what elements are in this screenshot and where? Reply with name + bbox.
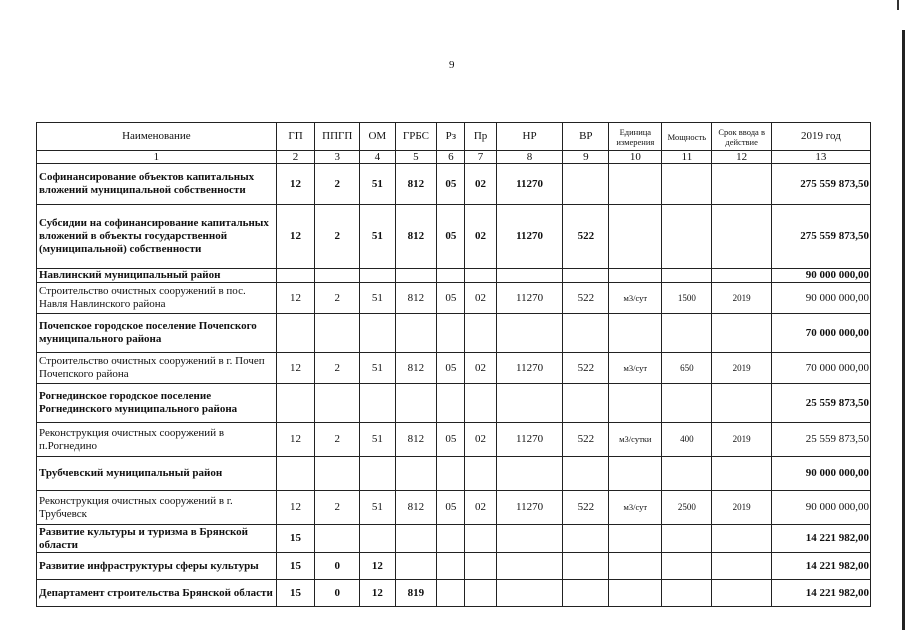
- grbs-cell: [395, 314, 437, 353]
- term-cell: 2019: [712, 353, 771, 384]
- nr-cell: 11270: [496, 205, 563, 269]
- power-cell: [662, 205, 712, 269]
- nr-cell: 11270: [496, 423, 563, 457]
- unit-cell: [609, 525, 662, 553]
- page-number: 9: [449, 59, 455, 71]
- row-name: Реконструкция очистных сооружений в п.Рогнедино: [37, 423, 277, 457]
- unit-cell: [609, 269, 662, 283]
- vr-cell: [563, 269, 609, 283]
- om-cell: 12: [360, 553, 395, 580]
- power-cell: 1500: [662, 283, 712, 314]
- power-cell: [662, 269, 712, 283]
- amount-cell: 25 559 873,50: [771, 384, 870, 423]
- gp-cell: 12: [276, 353, 315, 384]
- pr-cell: [465, 314, 496, 353]
- gp-cell: 15: [276, 525, 315, 553]
- om-cell: 51: [360, 353, 395, 384]
- header-nr: НР: [496, 123, 563, 151]
- om-cell: 51: [360, 283, 395, 314]
- unit-cell: [609, 205, 662, 269]
- amount-cell: 14 221 982,00: [771, 580, 870, 607]
- header-name: Наименование: [37, 123, 277, 151]
- header-grbs: ГРБС: [395, 123, 437, 151]
- amount-cell: 14 221 982,00: [771, 525, 870, 553]
- vr-cell: [563, 164, 609, 205]
- table-row: [37, 164, 871, 205]
- om-cell: [360, 314, 395, 353]
- vr-cell: [563, 525, 609, 553]
- vr-cell: [563, 384, 609, 423]
- amount-cell: 90 000 000,00: [771, 283, 870, 314]
- rz-cell: [437, 553, 465, 580]
- grbs-cell: 812: [395, 353, 437, 384]
- rz-cell: 05: [437, 353, 465, 384]
- amount-cell: 275 559 873,50: [771, 164, 870, 205]
- header-om: ОМ: [360, 123, 395, 151]
- row-name: Субсидии на софинансирование капитальных вложений в объекты государственной (муниципальной) собственности: [37, 205, 277, 269]
- term-cell: [712, 525, 771, 553]
- table-row: [37, 553, 871, 580]
- column-number: 6: [437, 151, 465, 164]
- vr-cell: [563, 457, 609, 491]
- ppgp-cell: [315, 384, 360, 423]
- ppgp-cell: 2: [315, 491, 360, 525]
- gp-cell: [276, 269, 315, 283]
- header-unit: Единица измерения: [609, 123, 662, 151]
- rz-cell: 05: [437, 164, 465, 205]
- power-cell: [662, 553, 712, 580]
- power-cell: 2500: [662, 491, 712, 525]
- gp-cell: 12: [276, 423, 315, 457]
- header-year: 2019 год: [771, 123, 870, 151]
- term-cell: [712, 457, 771, 491]
- grbs-cell: [395, 384, 437, 423]
- column-number-row: [37, 151, 871, 164]
- column-number: 13: [771, 151, 870, 164]
- unit-cell: [609, 164, 662, 205]
- amount-cell: 70 000 000,00: [771, 353, 870, 384]
- header-ppgp: ППГП: [315, 123, 360, 151]
- ppgp-cell: 2: [315, 164, 360, 205]
- header-pr: Пр: [465, 123, 496, 151]
- nr-cell: [496, 553, 563, 580]
- power-cell: [662, 164, 712, 205]
- term-cell: 2019: [712, 423, 771, 457]
- nr-cell: [496, 314, 563, 353]
- om-cell: 51: [360, 205, 395, 269]
- row-name: Строительство очистных сооружений в г. Почеп Почепского района: [37, 353, 277, 384]
- grbs-cell: 812: [395, 164, 437, 205]
- unit-cell: [609, 384, 662, 423]
- rz-cell: 05: [437, 283, 465, 314]
- unit-cell: [609, 314, 662, 353]
- nr-cell: [496, 457, 563, 491]
- ppgp-cell: 2: [315, 423, 360, 457]
- nr-cell: 11270: [496, 283, 563, 314]
- term-cell: 2019: [712, 283, 771, 314]
- om-cell: 12: [360, 580, 395, 607]
- pr-cell: [465, 457, 496, 491]
- column-number: 3: [315, 151, 360, 164]
- term-cell: [712, 314, 771, 353]
- amount-cell: 25 559 873,50: [771, 423, 870, 457]
- table-row: [37, 353, 871, 384]
- ppgp-cell: 2: [315, 205, 360, 269]
- rz-cell: [437, 457, 465, 491]
- edge-mark: [897, 0, 899, 10]
- power-cell: [662, 525, 712, 553]
- budget-table: [36, 122, 871, 607]
- gp-cell: 12: [276, 164, 315, 205]
- ppgp-cell: [315, 314, 360, 353]
- gp-cell: 12: [276, 205, 315, 269]
- column-number: 10: [609, 151, 662, 164]
- row-name: Рогнединское городское поселение Рогнединского муниципального района: [37, 384, 277, 423]
- header-term: Срок ввода в действие: [712, 123, 771, 151]
- om-cell: 51: [360, 491, 395, 525]
- header-power: Мощность: [662, 123, 712, 151]
- grbs-cell: 812: [395, 491, 437, 525]
- table-row: [37, 525, 871, 553]
- grbs-cell: [395, 269, 437, 283]
- grbs-cell: [395, 457, 437, 491]
- unit-cell: [609, 580, 662, 607]
- ppgp-cell: 0: [315, 553, 360, 580]
- power-cell: 650: [662, 353, 712, 384]
- vr-cell: [563, 314, 609, 353]
- power-cell: [662, 580, 712, 607]
- column-number: 1: [37, 151, 277, 164]
- unit-cell: [609, 457, 662, 491]
- row-name: Реконструкция очистных сооружений в г. Трубчевск: [37, 491, 277, 525]
- row-name: Почепское городское поселение Почепского муниципального района: [37, 314, 277, 353]
- row-name: Развитие инфраструктуры сферы культуры: [37, 553, 277, 580]
- column-number: 12: [712, 151, 771, 164]
- term-cell: [712, 269, 771, 283]
- amount-cell: 14 221 982,00: [771, 553, 870, 580]
- rz-cell: 05: [437, 205, 465, 269]
- grbs-cell: [395, 553, 437, 580]
- amount-cell: 90 000 000,00: [771, 269, 870, 283]
- amount-cell: 90 000 000,00: [771, 457, 870, 491]
- row-name: Софинансирование объектов капитальных вложений муниципальной собственности: [37, 164, 277, 205]
- term-cell: [712, 164, 771, 205]
- pr-cell: [465, 269, 496, 283]
- row-name: Строительство очистных сооружений в пос. Навля Навлинского района: [37, 283, 277, 314]
- gp-cell: [276, 457, 315, 491]
- amount-cell: 70 000 000,00: [771, 314, 870, 353]
- rz-cell: [437, 580, 465, 607]
- om-cell: [360, 384, 395, 423]
- grbs-cell: 812: [395, 423, 437, 457]
- pr-cell: [465, 525, 496, 553]
- table-row: [37, 384, 871, 423]
- table-row: [37, 491, 871, 525]
- vr-cell: [563, 553, 609, 580]
- gp-cell: 12: [276, 491, 315, 525]
- rz-cell: 05: [437, 491, 465, 525]
- gp-cell: 15: [276, 553, 315, 580]
- ppgp-cell: 2: [315, 353, 360, 384]
- table-row: [37, 205, 871, 269]
- nr-cell: 11270: [496, 491, 563, 525]
- nr-cell: 11270: [496, 164, 563, 205]
- table-row: [37, 580, 871, 607]
- amount-cell: 275 559 873,50: [771, 205, 870, 269]
- om-cell: [360, 457, 395, 491]
- column-number: 4: [360, 151, 395, 164]
- ppgp-cell: [315, 457, 360, 491]
- amount-cell: 90 000 000,00: [771, 491, 870, 525]
- header-vr: ВР: [563, 123, 609, 151]
- pr-cell: 02: [465, 353, 496, 384]
- nr-cell: [496, 525, 563, 553]
- header-row: [37, 123, 871, 151]
- ppgp-cell: [315, 525, 360, 553]
- vr-cell: 522: [563, 423, 609, 457]
- row-name: Навлинский муниципальный район: [37, 269, 277, 283]
- rz-cell: [437, 525, 465, 553]
- pr-cell: 02: [465, 491, 496, 525]
- vr-cell: 522: [563, 283, 609, 314]
- ppgp-cell: 0: [315, 580, 360, 607]
- nr-cell: 11270: [496, 353, 563, 384]
- term-cell: 2019: [712, 491, 771, 525]
- grbs-cell: 819: [395, 580, 437, 607]
- nr-cell: [496, 384, 563, 423]
- unit-cell: [609, 553, 662, 580]
- ppgp-cell: [315, 269, 360, 283]
- header-gp: ГП: [276, 123, 315, 151]
- nr-cell: [496, 269, 563, 283]
- gp-cell: 12: [276, 283, 315, 314]
- unit-cell: м3/сут: [609, 353, 662, 384]
- pr-cell: 02: [465, 164, 496, 205]
- pr-cell: [465, 384, 496, 423]
- column-number: 7: [465, 151, 496, 164]
- term-cell: [712, 580, 771, 607]
- gp-cell: 15: [276, 580, 315, 607]
- rz-cell: [437, 269, 465, 283]
- grbs-cell: [395, 525, 437, 553]
- nr-cell: [496, 580, 563, 607]
- row-name: Трубчевский муниципальный район: [37, 457, 277, 491]
- term-cell: [712, 553, 771, 580]
- pr-cell: [465, 580, 496, 607]
- term-cell: [712, 205, 771, 269]
- power-cell: [662, 384, 712, 423]
- header-rz: Рз: [437, 123, 465, 151]
- vr-cell: [563, 580, 609, 607]
- gp-cell: [276, 384, 315, 423]
- power-cell: 400: [662, 423, 712, 457]
- om-cell: [360, 269, 395, 283]
- power-cell: [662, 457, 712, 491]
- pr-cell: 02: [465, 205, 496, 269]
- table-row: [37, 283, 871, 314]
- power-cell: [662, 314, 712, 353]
- column-number: 11: [662, 151, 712, 164]
- rz-cell: [437, 314, 465, 353]
- unit-cell: м3/сутки: [609, 423, 662, 457]
- column-number: 9: [563, 151, 609, 164]
- om-cell: 51: [360, 164, 395, 205]
- om-cell: 51: [360, 423, 395, 457]
- pr-cell: 02: [465, 283, 496, 314]
- pr-cell: [465, 553, 496, 580]
- pr-cell: 02: [465, 423, 496, 457]
- table-row: [37, 314, 871, 353]
- unit-cell: м3/сут: [609, 491, 662, 525]
- grbs-cell: 812: [395, 283, 437, 314]
- gp-cell: [276, 314, 315, 353]
- rz-cell: 05: [437, 423, 465, 457]
- table-row: [37, 423, 871, 457]
- ppgp-cell: 2: [315, 283, 360, 314]
- row-name: Департамент строительства Брянской области: [37, 580, 277, 607]
- vr-cell: 522: [563, 353, 609, 384]
- rz-cell: [437, 384, 465, 423]
- vr-cell: 522: [563, 491, 609, 525]
- vr-cell: 522: [563, 205, 609, 269]
- column-number: 2: [276, 151, 315, 164]
- om-cell: [360, 525, 395, 553]
- unit-cell: м3/сут: [609, 283, 662, 314]
- column-number: 5: [395, 151, 437, 164]
- term-cell: [712, 384, 771, 423]
- grbs-cell: 812: [395, 205, 437, 269]
- row-name: Развитие культуры и туризма в Брянской области: [37, 525, 277, 553]
- column-number: 8: [496, 151, 563, 164]
- table-row: [37, 269, 871, 283]
- table-row: [37, 457, 871, 491]
